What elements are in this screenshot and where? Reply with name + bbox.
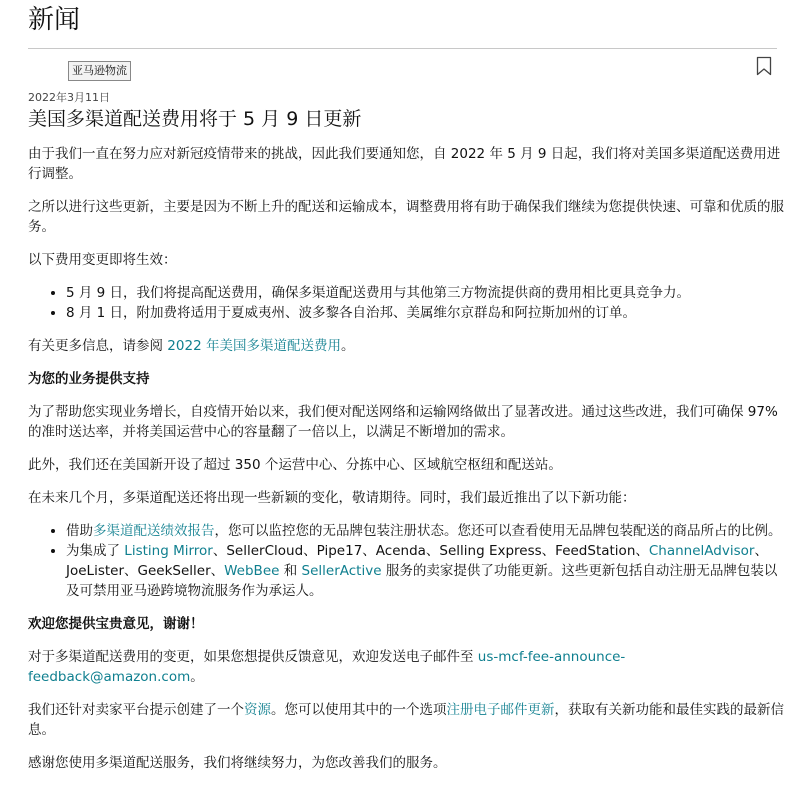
section-heading: 为您的业务提供支持	[28, 371, 150, 387]
text-segment: ，您可以监控您的无品牌包装注册状态。您还可以查看使用无品牌包装配送的商品所占的比例。	[214, 523, 782, 539]
paragraph-growth: 为了帮助您实现业务增长，自疫情开始以来，我们便对配送网络和运输网络做出了显著改进。通过这些改进，我们可确保 97% 的准时送达率，并将美国运营中心的容量翻了一倍以上，以满足不断增加的需求。	[28, 404, 778, 440]
article-title: 美国多渠道配送费用将于 5 月 9 日更新	[28, 108, 362, 130]
text-segment: 。	[190, 669, 204, 685]
text-segment: 、JoeLister、GeekSeller、	[66, 543, 768, 579]
article-date: 2022年3月11日	[28, 91, 110, 104]
resource-link[interactable]: 资源	[244, 702, 271, 718]
text-segment: 为集成了	[66, 543, 125, 559]
paragraph-resources	[28, 700, 788, 740]
email-signup-link[interactable]: 注册电子邮件更新	[446, 702, 555, 718]
heading-support	[28, 369, 788, 389]
new-features-list	[28, 521, 788, 601]
fee-link[interactable]: 2022 年美国多渠道配送费用	[167, 338, 341, 354]
text-segment: 服务的卖家提供了功能更新。这些更新包括自动注册无品牌包装以及可禁用亚马逊跨境物流服务作为承运人。	[66, 563, 778, 599]
text-segment: 、SellerCloud、Pipe17、Acenda、Selling Express、FeedStation、	[212, 543, 649, 559]
webbee-link[interactable]: WebBee	[224, 563, 280, 579]
list-item	[66, 541, 788, 601]
article-body	[28, 144, 788, 786]
paragraph-thanks: 感谢您使用多渠道配送服务，我们将继续努力，为您改善我们的服务。	[28, 755, 447, 771]
section-heading: 欢迎您提供宝贵意见，谢谢！	[28, 616, 204, 632]
text-segment: 对于多渠道配送费用的变更，如果您想提供反馈意见，欢迎发送电子邮件至	[28, 649, 478, 665]
paragraph-expansion: 此外，我们还在美国新开设了超过 350 个运营中心、分拣中心、区域航空枢纽和配送站。	[28, 457, 562, 473]
paragraph-reason: 之所以进行这些更新，主要是因为不断上升的配送和运输成本，调整费用将有助于确保我们继续为您提供快速、可靠和优质的服务。	[28, 199, 784, 235]
text-segment: ，获取有关新功能和最佳实践的最新信息。	[28, 702, 784, 738]
header-divider	[28, 48, 777, 49]
category-tag[interactable]: 亚马逊物流	[68, 61, 131, 81]
text-segment: 有关更多信息，请参阅	[28, 338, 168, 354]
list-item	[66, 521, 788, 541]
text-segment: 我们还针对卖家平台提示创建了一个	[28, 702, 244, 718]
selleractive-link[interactable]: SellerActive	[301, 563, 382, 579]
page-title: 新闻	[28, 5, 81, 35]
paragraph-feedback	[28, 647, 788, 687]
text-segment: 和	[279, 563, 302, 579]
paragraph-upcoming: 在未来几个月，多渠道配送还将出现一些新颖的变化，敬请期待。同时，我们最近推出了以下新功能：	[28, 490, 636, 506]
bookmark-icon[interactable]	[756, 56, 772, 76]
text-segment: 。	[340, 338, 355, 354]
performance-report-link[interactable]: 多渠道配送绩效报告	[93, 523, 215, 539]
list-item: • 5 月 9 日，我们将提高配送费用，确保多渠道配送费用与其他第三方物流提供商的费用相比更具竞争力。	[66, 283, 788, 303]
text-segment: 。您可以使用其中的一个选项	[271, 702, 447, 718]
feedback-email-link[interactable]: us-mcf-fee-announce-feedback@amazon.com	[28, 649, 626, 685]
paragraph-changes-intro: 以下费用变更即将生效：	[28, 252, 177, 268]
paragraph-intro: 由于我们一直在努力应对新冠疫情带来的挑战，因此我们要通知您，自 2022 年 5 月 9 日起，我们将对美国多渠道配送费用进行调整。	[28, 146, 781, 182]
paragraph-more-info	[28, 336, 788, 356]
fee-changes-list	[28, 283, 788, 323]
channeladvisor-link[interactable]: ChannelAdvisor	[648, 543, 755, 559]
text-segment: 借助	[66, 523, 93, 539]
list-item: • 8 月 1 日，附加费将适用于夏威夷州、波多黎各自治邦、美属维尔京群岛和阿拉斯加州的订单。	[66, 303, 788, 323]
heading-feedback	[28, 614, 788, 634]
listing-mirror-link[interactable]: Listing Mirror	[124, 543, 213, 559]
